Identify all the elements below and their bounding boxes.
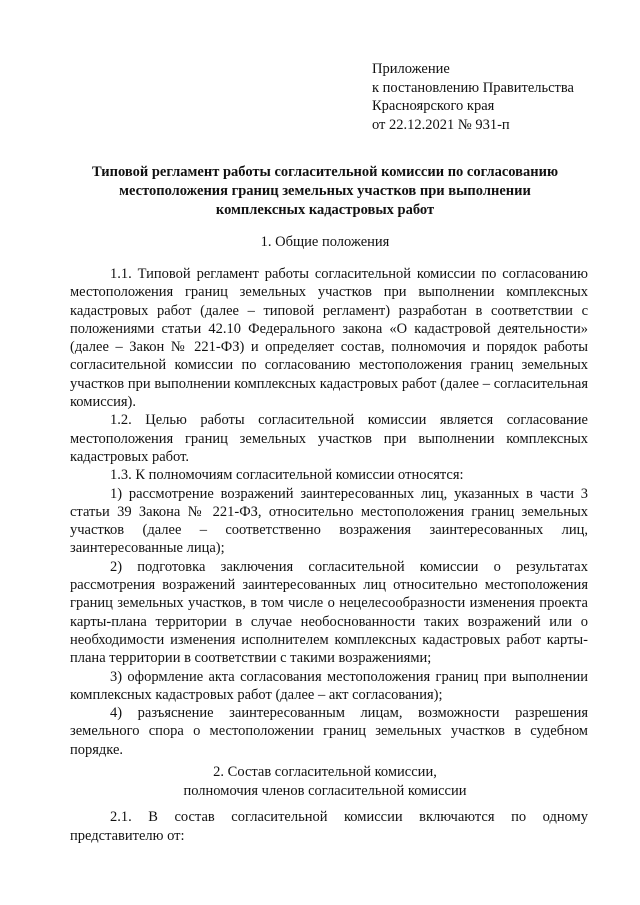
appendix-note bbox=[372, 60, 574, 134]
title-line: Типовой регламент работы согласительной комиссии по согласованию bbox=[91, 164, 559, 180]
appendix-line: Приложение bbox=[372, 61, 450, 77]
list-item-2: 2) подготовка заключения согласительной комиссии о результатах рассмотрения возражений заинтересованных лиц относительно местоположения границ земельных участков, в том числе о нецелесообразности изменения проекта карты-плана территории в случае необоснованности таких возражений или о необходимости изменения исполнителем комплексных кадастровых работ карты-плана территории в соответствии с такими возражениями; bbox=[70, 558, 588, 667]
appendix-date-line: от 22.12.2021 № 931-п bbox=[372, 116, 510, 133]
section-2-heading bbox=[60, 763, 590, 801]
title-line: местоположения границ земельных участков при выполнении bbox=[119, 183, 531, 199]
appendix-line: Красноярского края bbox=[372, 98, 495, 114]
appendix-line: к постановлению Правительства bbox=[372, 79, 574, 96]
paragraph-2-1: 2.1. В состав согласительной комиссии включаются по одному представителю от: bbox=[70, 809, 588, 844]
paragraph-1-2: 1.2. Целью работы согласительной комиссии является согласование местоположения границ земельных участков при выполнении комплексных кадастровых работ. bbox=[70, 412, 588, 465]
section-1-body bbox=[70, 265, 588, 759]
list-item-1: 1) рассмотрение возражений заинтересованных лиц, указанных в части 3 статьи 39 Закона № 221-ФЗ, относительно местоположения границ земельных участков (далее – соответственно возражения заинтересованных лиц, заинтересованные лица); bbox=[70, 485, 588, 557]
section-2-body bbox=[70, 808, 588, 846]
heading-line: 2. Состав согласительной комиссии, bbox=[213, 764, 437, 780]
paragraph-1-3: 1.3. К полномочиям согласительной комиссии относятся: bbox=[110, 467, 464, 484]
paragraph-1-1: 1.1. Типовой регламент работы согласительной комиссии по согласованию местоположения границ земельных участков при выполнении комплексных кадастровых работ (далее – типовой регламент) разработан в соответствии с положениями статьи 42.10 Федерального закона «О кадастровой деятельности» (далее – Закон № 221-ФЗ) и определяет состав, полномочия и порядок работы согласительной комиссии по согласованию местоположения границ земельных участков при выполнении комплексных кадастровых работ (далее – согласительная комиссия). bbox=[70, 266, 588, 411]
list-item-3: 3) оформление акта согласования местоположения границ при выполнении комплексных кадастровых работ (далее – акт согласования); bbox=[70, 668, 588, 703]
document-title bbox=[60, 163, 590, 220]
title-line: комплексных кадастровых работ bbox=[215, 202, 435, 218]
section-1-heading: 1. Общие положения bbox=[260, 234, 390, 250]
list-item-4: 4) разъяснение заинтересованным лицам, возможности разрешения земельного спора о местоположении границ земельных участков в судебном порядке. bbox=[70, 705, 588, 758]
heading-line: полномочия членов согласительной комиссии bbox=[183, 783, 467, 799]
